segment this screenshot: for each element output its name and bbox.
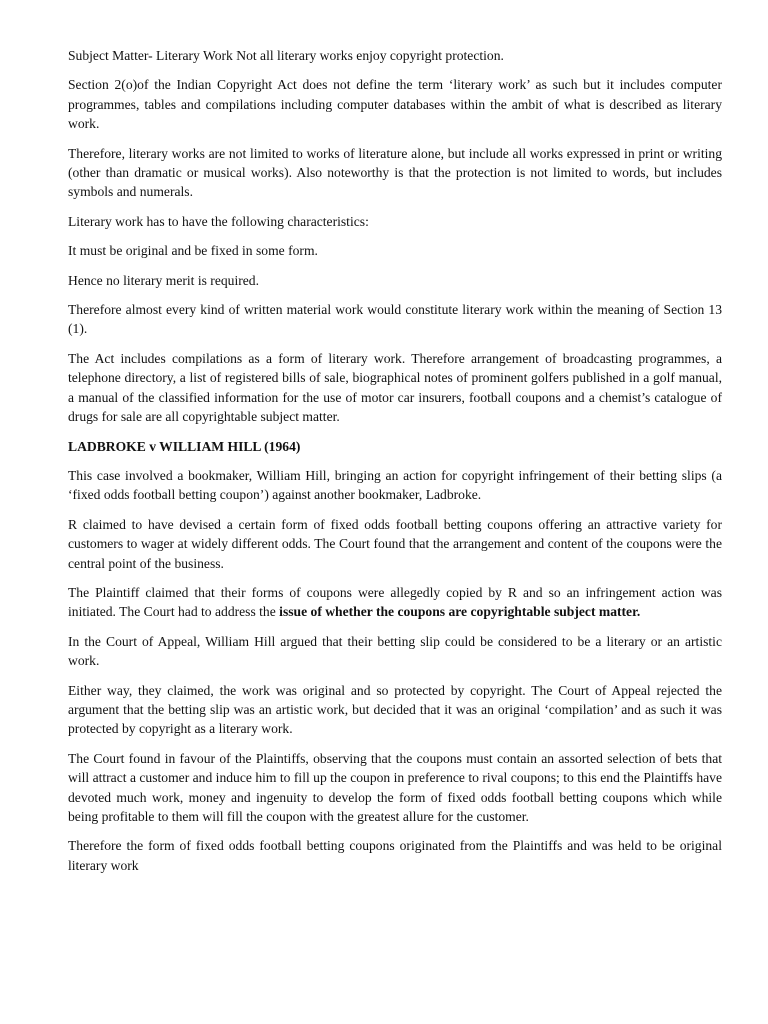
paragraph-section-2o: Section 2(o)of the Indian Copyright Act does not define the term ‘literary work’ as such but it includes computer programmes, tables and compilations including computer databases within the ambit of what is described as literary work. [68, 77, 722, 132]
case-heading: LADBROKE v WILLIAM HILL (1964) [68, 438, 301, 454]
paragraph-r-claimed: R claimed to have devised a certain form of fixed odds football betting coupons offering an attractive variety for customers to wager at widely different odds. The Court found that the arrangement and content of the coupons were the central point of the business. [68, 516, 722, 571]
paragraph-subject-matter: Subject Matter- Literary Work Not all literary works enjoy copyright protection. [68, 48, 504, 63]
paragraph-case-intro: This case involved a bookmaker, William Hill, bringing an action for copyright infringement of their betting slips (a ‘fixed odds football betting coupon’) against another bookmaker, Ladbroke. [68, 467, 722, 503]
paragraph-no-merit: Hence no literary merit is required. [68, 272, 259, 288]
paragraph-compilations: The Act includes compilations as a form of literary work. Therefore arrangement of broadcasting programmes, a telephone directory, a list of registered bills of sale, biographical notes of prominent golfers published in a golf manual, a manual of the classified information for the use of motor car insurers, football coupons and a chemist’s catalogue of drugs for sale are all copyrightable subject matter. [68, 350, 722, 425]
paragraph-court-found: The Court found in favour of the Plaintiffs, observing that the coupons must contain an assorted selection of bets that will attract a customer and induce him to fill up the coupon in preference to rival coupons; to this end the Plaintiffs have devoted much work, money and ingenuity to develop the form of fixed odds football betting coupons which while being profitable to them will fill the coupon with the greatest allure for the customer. [68, 750, 722, 824]
paragraph-literary-scope: Therefore, literary works are not limited to works of literature alone, but include all works expressed in print or writing (other than dramatic or musical works). Also noteworthy is that the protection is not limited to words, but includes symbols and numerals. [68, 145, 722, 200]
document-page [68, 46, 722, 885]
paragraph-court-of-appeal: In the Court of Appeal, William Hill argued that their betting slip could be considered to be a literary or an artistic work. [68, 633, 722, 669]
plaintiff-claim-text: The Plaintiff claimed that their forms of coupons were allegedly copied by R and so an infringement action was initiated. The Court had to address the [68, 584, 722, 620]
paragraph-either-way: Either way, they claimed, the work was original and so protected by copyright. The Court of Appeal rejected the argument that the betting slip was an artistic work, but decided that it was an original ‘compilation’ and as such it was protected by copyright as a literary work. [68, 682, 722, 737]
paragraph-plaintiff-claim [68, 583, 722, 622]
paragraph-conclusion: Therefore the form of fixed odds football betting coupons originated from the Plaintiffs and was held to be original literary work [68, 838, 722, 873]
copyrightable-issue-text: issue of whether the coupons are copyrightable subject matter. [279, 604, 641, 620]
paragraph-characteristics-intro: Literary work has to have the following characteristics: [68, 213, 369, 229]
paragraph-section-13: Therefore almost every kind of written material work would constitute literary work within the meaning of Section 13 (1). [68, 302, 722, 337]
paragraph-original-fixed: It must be original and be fixed in some form. [68, 243, 318, 259]
